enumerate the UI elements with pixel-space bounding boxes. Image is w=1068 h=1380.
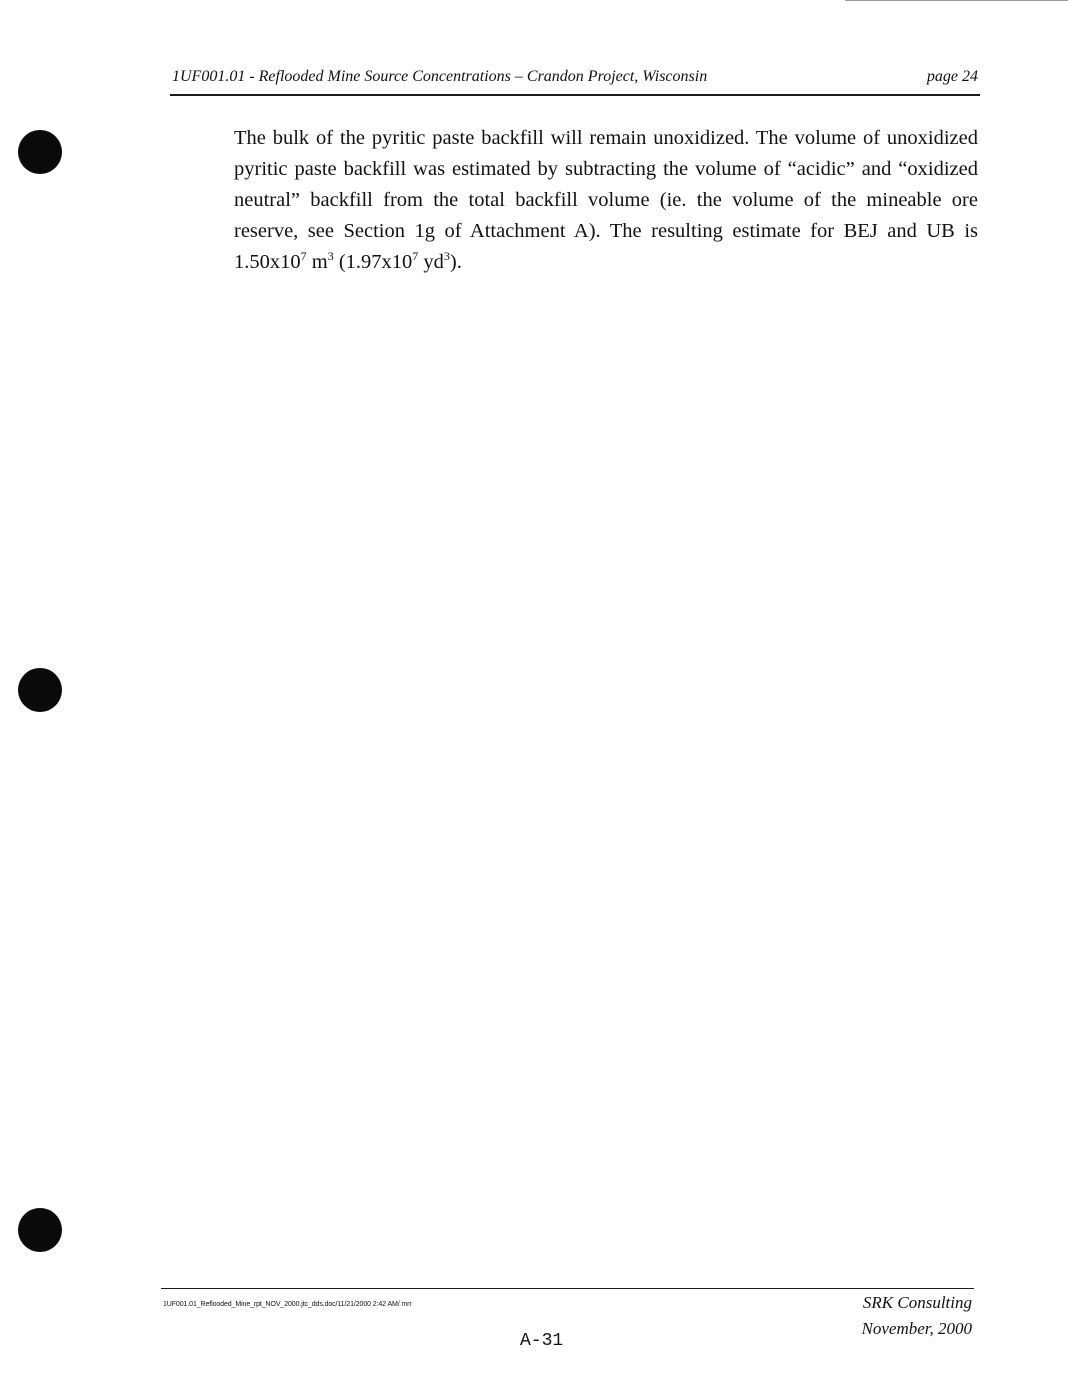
footer-filename: 1UF001.01_Reflooded_Mine_rpt_NOV_2000.jtc_dds.doc/11/21/2000 2:42 AM/ mrr	[163, 1301, 412, 1308]
paragraph-text-continued: (1.97x10	[333, 251, 413, 273]
footer-company: SRK Consulting	[862, 1293, 972, 1312]
unit-cubic-meters: m	[306, 251, 328, 273]
footer-rule	[161, 1288, 974, 1289]
header-title: 1UF001.01 - Reflooded Mine Source Concentrations – Crandon Project, Wisconsin	[172, 68, 708, 85]
footer-date: November, 2000	[861, 1319, 972, 1338]
unit-cubic-yards: yd	[418, 251, 444, 273]
exponent: 7	[300, 249, 307, 264]
exponent: 3	[327, 249, 334, 264]
exponent: 3	[443, 249, 450, 264]
paragraph-text-end: ).	[449, 251, 462, 273]
page-header	[170, 66, 980, 96]
header-page-number: page 24	[926, 68, 978, 85]
exponent: 7	[412, 249, 419, 264]
page-stamp: A-31	[520, 1331, 564, 1351]
punch-hole-bottom	[18, 1208, 62, 1252]
top-edge-rule	[845, 0, 1068, 1]
punch-hole-middle	[18, 668, 62, 712]
body-paragraph	[234, 123, 978, 278]
punch-hole-top	[18, 130, 62, 174]
paragraph-text: The bulk of the pyritic paste backfill will remain unoxidized. The volume of unoxidized pyritic paste backfill was estimated by subtracting the volume of “acidic” and “oxidized neutral” backfill from the total backfill volume (ie. the volume of the mineable ore reserve, see Section 1g of Attachment A). The resulting estimate for BEJ and UB is 1.50x10	[234, 127, 978, 273]
